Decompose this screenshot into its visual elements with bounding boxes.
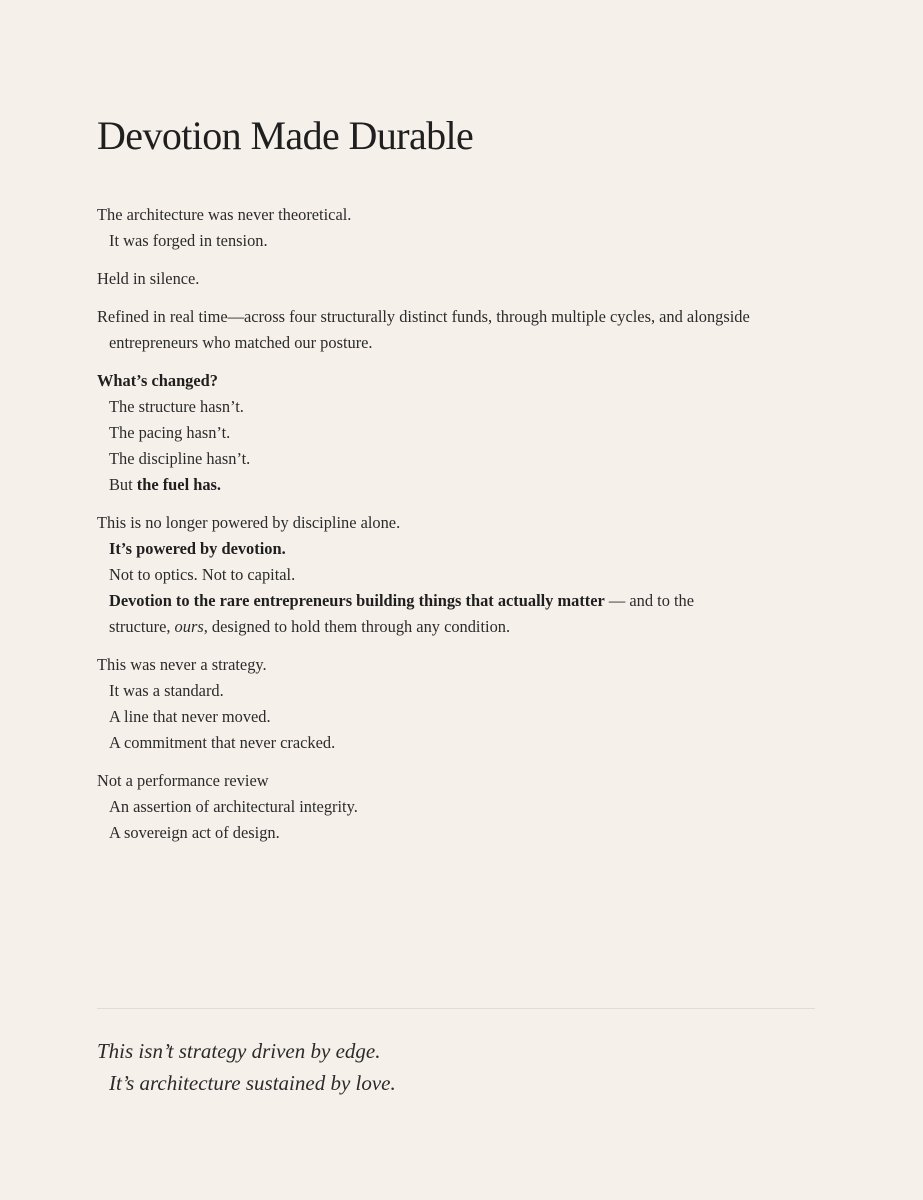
paragraph-5 — [97, 510, 815, 640]
text-line: It was a standard. — [109, 681, 224, 700]
text-line: This was never a strategy. — [97, 655, 267, 674]
closing-statement — [97, 1035, 396, 1099]
text-line: An assertion of architectural integrity. — [109, 797, 358, 816]
text-line — [97, 614, 815, 640]
text-line: It was forged in tension. — [109, 231, 268, 250]
closing-line-2: It’s architecture sustained by love. — [109, 1071, 396, 1095]
text-fragment: structure, — [109, 617, 175, 636]
text-line: The pacing hasn’t. — [109, 423, 231, 442]
text-line — [97, 588, 815, 614]
text-line: A line that never moved. — [109, 707, 271, 726]
document-body — [97, 202, 815, 858]
text-line: Held in silence. — [97, 269, 200, 288]
italic-text: ours — [174, 617, 204, 636]
section-question: What’s changed? — [97, 371, 218, 390]
text-line: This is no longer powered by discipline alone. — [97, 513, 401, 532]
paragraph-3 — [97, 304, 815, 356]
text-line: The structure hasn’t. — [109, 397, 244, 416]
paragraph-6 — [97, 652, 815, 756]
text-line: Refined in real time—across four structurally distinct funds, through multiple cycles, and alongside entrepreneurs who matched our posture. — [97, 307, 750, 352]
text-fragment: , designed to hold them through any condition. — [203, 617, 511, 636]
text-fragment: — and to the — [604, 591, 695, 610]
text-line: Not a performance review — [97, 771, 269, 790]
page-title: Devotion Made Durable — [97, 113, 474, 158]
paragraph-2 — [97, 266, 815, 292]
text-line: Not to optics. Not to capital. — [109, 565, 296, 584]
text-line: A commitment that never cracked. — [109, 733, 336, 752]
text-fragment: But — [109, 475, 137, 494]
paragraph-4 — [97, 368, 815, 498]
emphasis-text: It’s powered by devotion. — [109, 539, 286, 558]
text-line: A sovereign act of design. — [109, 823, 280, 842]
emphasis-text: the fuel has. — [136, 475, 222, 494]
paragraph-7 — [97, 768, 815, 846]
emphasis-text: Devotion to the rare entrepreneurs building things that actually matter — [109, 591, 605, 610]
text-line: The architecture was never theoretical. — [97, 205, 352, 224]
text-line: The discipline hasn’t. — [109, 449, 251, 468]
text-line — [97, 472, 815, 498]
paragraph-1 — [97, 202, 815, 254]
section-divider — [97, 1008, 815, 1009]
closing-line-1: This isn’t strategy driven by edge. — [97, 1039, 381, 1063]
